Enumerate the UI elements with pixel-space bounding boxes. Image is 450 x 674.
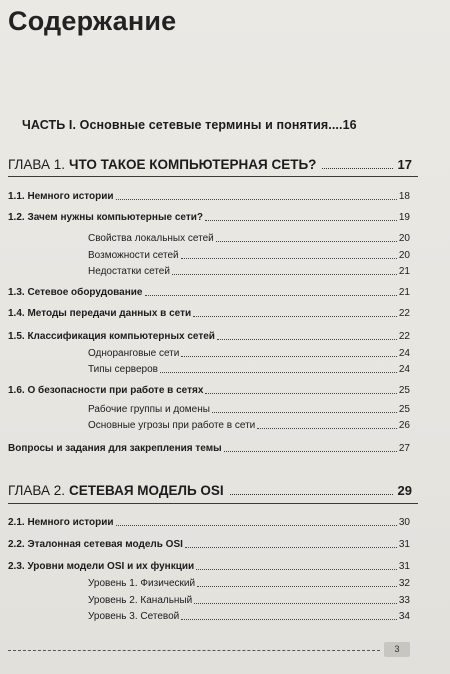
toc-entry	[8, 536, 410, 550]
entry-leader	[181, 258, 397, 259]
entry-leader	[224, 451, 397, 452]
part-title: ЧАСТЬ I. Основные сетевые термины и понятия	[22, 118, 329, 132]
entry-page: 21	[398, 266, 410, 277]
entry-title: Рабочие группы и домены	[88, 404, 210, 415]
toc-entry	[8, 209, 410, 223]
chapter-leader	[230, 494, 393, 495]
entry-leader	[257, 428, 397, 429]
toc-subentry	[88, 417, 410, 431]
chapter-page: 29	[397, 483, 412, 498]
entry-title: 1.6. О безопасности при работе в сетях	[8, 385, 204, 396]
entry-title: Недостатки сетей	[88, 266, 170, 277]
entry-page: 19	[398, 212, 410, 223]
entry-title: 1.5. Классификация компьютерных сетей	[8, 331, 215, 342]
chapter-heading	[8, 154, 412, 172]
entry-title: 2.1. Немного истории	[8, 517, 114, 528]
entry-page: 24	[398, 348, 410, 359]
entry-title: Свойства локальных сетей	[88, 233, 214, 244]
entry-title: 1.2. Зачем нужны компьютерные сети?	[8, 212, 203, 223]
footer-leader	[8, 650, 380, 651]
toc-subentry	[88, 263, 410, 277]
chapter-title: СЕТЕВАЯ МОДЕЛЬ OSI	[69, 483, 224, 498]
chapter-label: ГЛАВА 2.	[8, 483, 65, 498]
entry-page: 25	[398, 385, 410, 396]
toc-subentry	[88, 608, 410, 622]
toc-subentry	[88, 575, 410, 589]
entry-title: Типы серверов	[88, 364, 158, 375]
entry-title: Уровень 1. Физический	[88, 578, 196, 589]
entry-page: 22	[398, 308, 410, 319]
toc-entry	[8, 558, 410, 572]
entry-page: 18	[398, 191, 410, 202]
part-heading	[22, 118, 357, 132]
entry-title: 1.3. Сетевое оборудование	[8, 287, 143, 298]
entry-leader	[205, 393, 396, 394]
toc-entry	[8, 284, 410, 298]
entry-title: Уровень 2. Канальный	[88, 595, 193, 606]
entry-title: 2.3. Уровни модели OSI и их функции	[8, 561, 195, 572]
toc-entry	[8, 440, 410, 454]
entry-page: 30	[398, 517, 410, 528]
entry-page: 26	[398, 420, 410, 431]
entry-title: Уровень 3. Сетевой	[88, 611, 180, 622]
toc-entry	[8, 188, 410, 202]
entry-leader	[205, 220, 397, 221]
entry-leader	[194, 603, 397, 604]
entry-leader	[196, 569, 397, 570]
toc-entry	[8, 305, 410, 319]
entry-leader	[216, 241, 397, 242]
entry-leader	[145, 295, 397, 296]
toc-entry	[8, 328, 410, 342]
entry-page: 31	[398, 561, 410, 572]
toc-entry	[8, 382, 410, 396]
entry-title: Одноранговые сети	[88, 348, 180, 359]
toc-subentry	[88, 345, 410, 359]
entry-leader	[212, 412, 397, 413]
entry-page: 34	[398, 611, 410, 622]
entry-page: 25	[398, 404, 410, 415]
page-number: 3	[384, 642, 410, 657]
entry-title: 1.4. Методы передачи данных в сети	[8, 308, 192, 319]
entry-leader	[181, 619, 397, 620]
entry-title: Вопросы и задания для закрепления темы	[8, 443, 222, 454]
entry-leader	[116, 525, 397, 526]
entry-page: 22	[398, 331, 410, 342]
chapter-leader	[322, 168, 392, 169]
entry-title: Основные угрозы при работе в сети	[88, 420, 256, 431]
entry-page: 27	[398, 443, 410, 454]
toc-subentry	[88, 401, 410, 415]
part-page: 16	[342, 118, 357, 132]
entry-page: 20	[398, 250, 410, 261]
part-leader: ....	[328, 118, 343, 132]
entry-leader	[185, 547, 397, 548]
entry-leader	[217, 339, 397, 340]
entry-leader	[172, 274, 397, 275]
entry-title: 2.2. Эталонная сетевая модель OSI	[8, 539, 183, 550]
toc-subentry	[88, 230, 410, 244]
entry-page: 21	[398, 287, 410, 298]
entry-leader	[197, 586, 397, 587]
entry-page: 31	[398, 539, 410, 550]
entry-page: 33	[398, 595, 410, 606]
toc-subentry	[88, 247, 410, 261]
chapter-title: ЧТО ТАКОЕ КОМПЬЮТЕРНАЯ СЕТЬ?	[69, 157, 317, 172]
chapter-rule	[8, 176, 418, 177]
entry-title: 1.1. Немного истории	[8, 191, 114, 202]
entry-page: 32	[398, 578, 410, 589]
page-title: Содержание	[8, 6, 177, 36]
entry-leader	[193, 316, 397, 317]
entry-title: Возможности сетей	[88, 250, 179, 261]
chapter-rule	[8, 503, 418, 504]
entry-page: 20	[398, 233, 410, 244]
toc-entry	[8, 514, 410, 528]
entry-leader	[181, 356, 397, 357]
chapter-heading	[8, 480, 412, 498]
chapter-label: ГЛАВА 1.	[8, 157, 65, 172]
entry-leader	[116, 199, 397, 200]
entry-page: 24	[398, 364, 410, 375]
toc-subentry	[88, 592, 410, 606]
chapter-page: 17	[397, 157, 412, 172]
entry-leader	[160, 372, 397, 373]
toc-subentry	[88, 361, 410, 375]
